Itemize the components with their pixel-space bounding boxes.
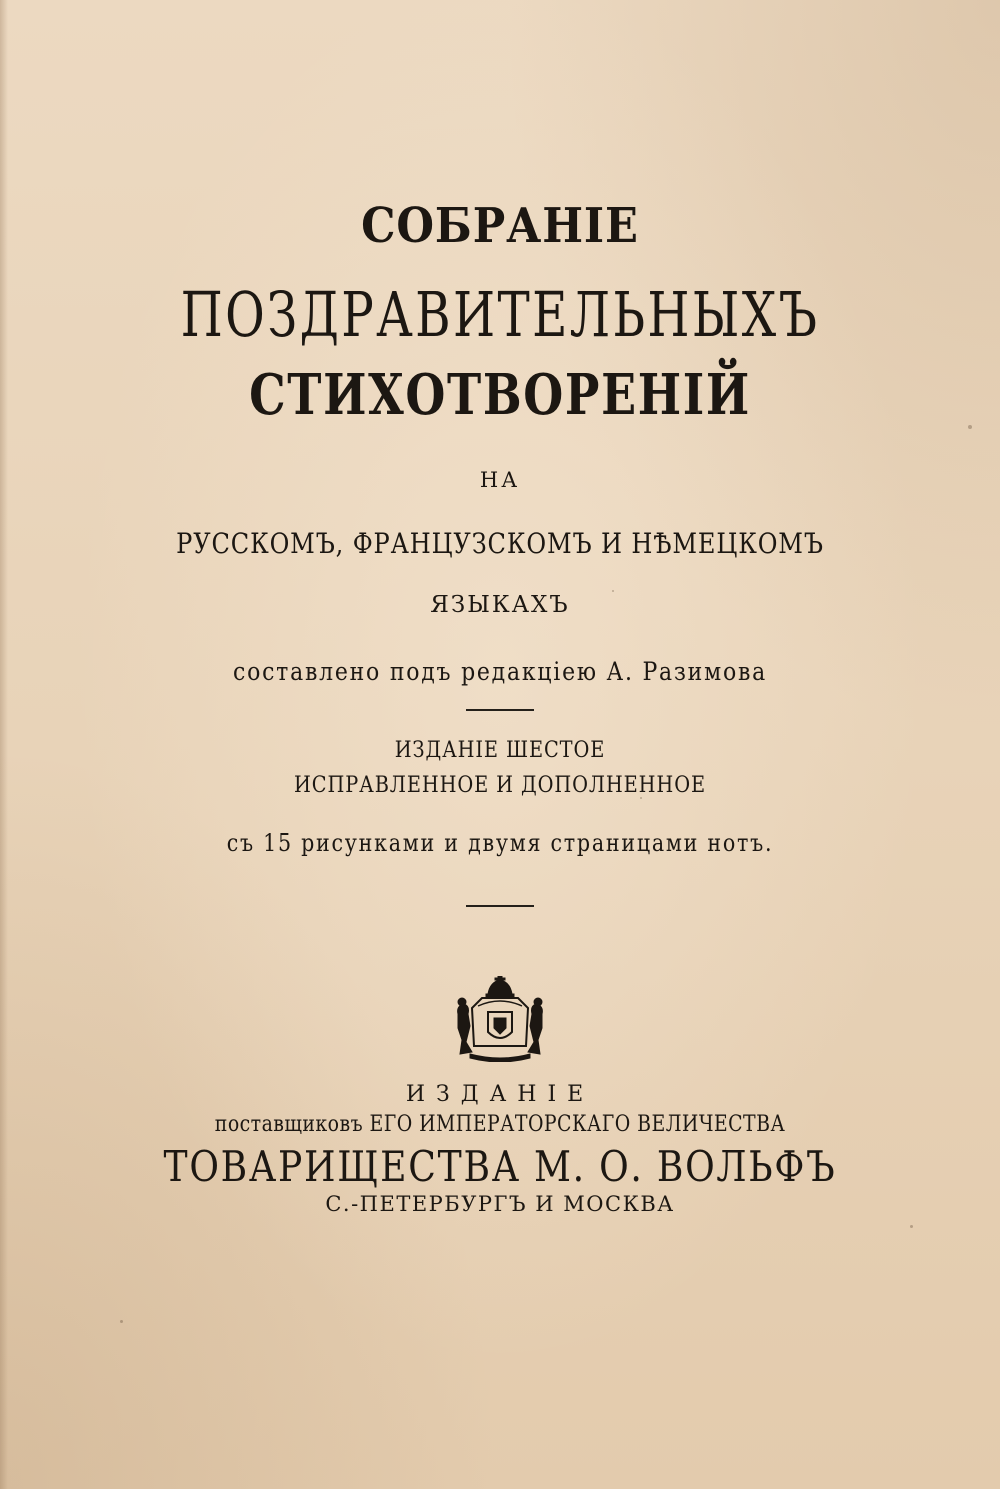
editor-credit: составлено подъ редакціею А. Разимова [233, 657, 767, 686]
subtitle-languages: РУССКОМЪ, ФРАНЦУЗСКОМЪ И НѢМЕЦКОМЪ [176, 527, 824, 560]
subtitle-on: НА [479, 468, 521, 492]
edition-number: ИЗДАНІЕ ШЕСТОЕ [394, 738, 606, 763]
publisher-label: ИЗДАНІЕ [405, 1082, 595, 1107]
divider-rule [466, 905, 534, 907]
publisher-cities: С.-ПЕТЕРБУРГЪ И МОСКВА [325, 1192, 675, 1216]
subtitle-languages-word: ЯЗЫКАХЪ [430, 592, 570, 618]
title-line-2: ПОЗДРАВИТЕЛЬНЫХЪ [180, 278, 820, 351]
paper-fleck [910, 1225, 913, 1228]
imperial-coat-of-arms-icon [452, 976, 548, 1062]
title-line-1: СОБРАНІЕ [361, 198, 639, 254]
title-line-3: СТИХОТВОРЕНІЙ [249, 362, 751, 428]
page-edge-shadow [0, 0, 8, 1489]
publisher-suppliers: поставщиковъ ЕГО ИМПЕРАТОРСКАГО ВЕЛИЧЕСТВА [214, 1112, 786, 1137]
illustrations-note: съ 15 рисунками и двумя страницами нотъ. [226, 829, 774, 857]
publisher-name: ТОВАРИЩЕСТВА М. О. ВОЛЬФЪ [163, 1142, 837, 1191]
edition-note: ИСПРАВЛЕННОЕ И ДОПОЛНЕННОЕ [294, 773, 706, 798]
paper-fleck [968, 425, 972, 429]
divider-rule [466, 709, 534, 711]
paper-fleck [120, 1320, 123, 1323]
